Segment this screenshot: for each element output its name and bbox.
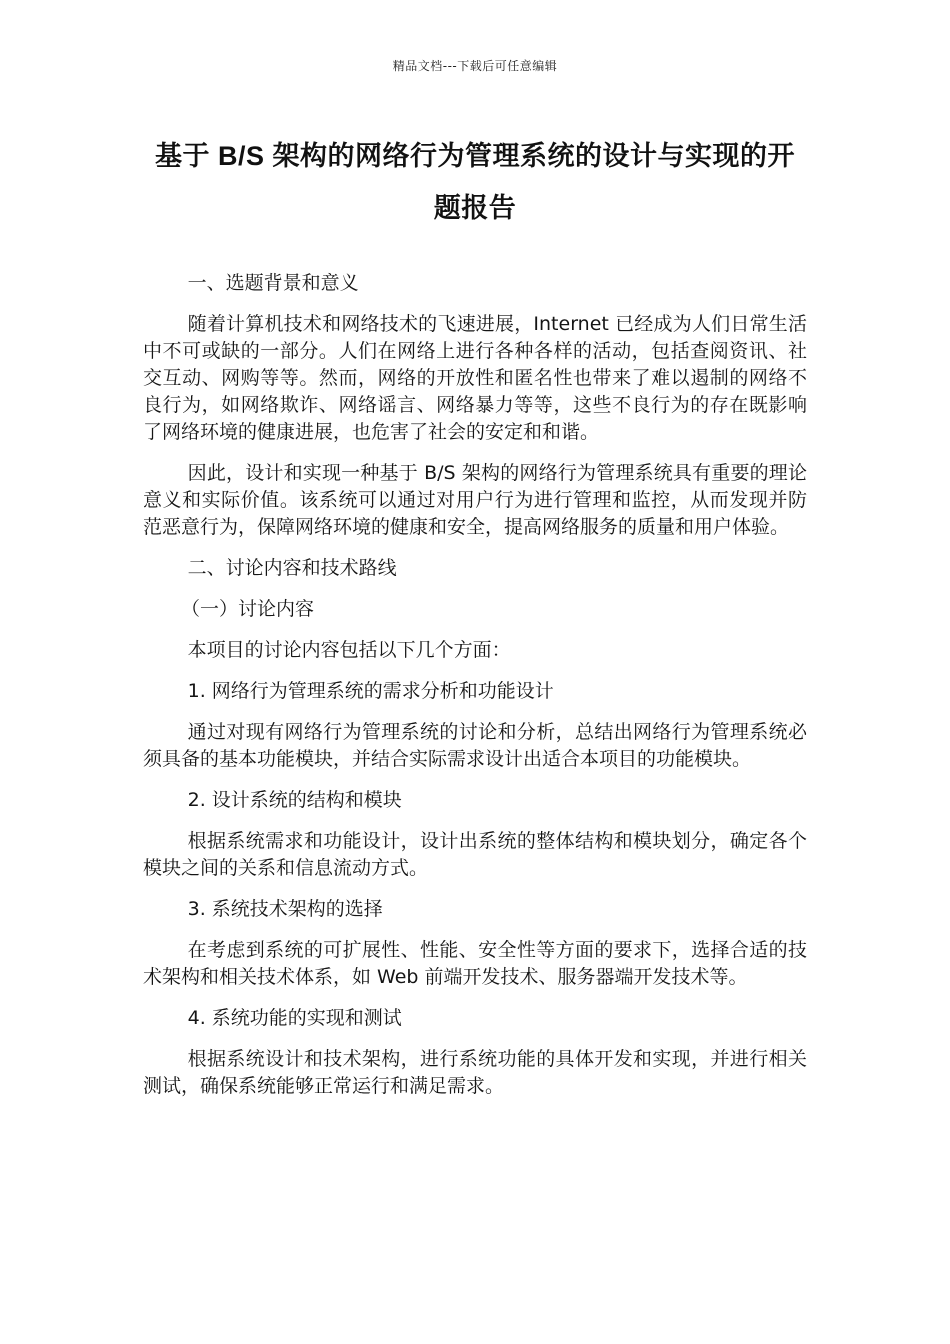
section-1-heading: 一、选题背景和意义 (187, 272, 359, 294)
item-2-text: 根据系统需求和功能设计，设计出系统的整体结构和模块划分，确定各个模块之间的关系和信息流动方式。 (143, 830, 807, 879)
item-1-text: 通过对现有网络行为管理系统的讨论和分析，总结出网络行为管理系统必须具备的基本功能模块，并结合实际需求设计出适合本项目的功能模块。 (143, 721, 807, 770)
item-1-title: 1. 网络行为管理系统的需求分析和功能设计 (187, 680, 554, 702)
item-4-title: 4. 系统功能的实现和测试 (187, 1007, 402, 1029)
section-2-subheading: （一）讨论内容 (181, 598, 315, 620)
item-3-text: 在考虑到系统的可扩展性、性能、安全性等方面的要求下，选择合适的技术架构和相关技术体系，如 Web 前端开发技术、服务器端开发技术等。 (143, 939, 807, 988)
section-1-paragraph-2: 因此，设计和实现一种基于 B/S 架构的网络行为管理系统具有重要的理论意义和实际价值。该系统可以通过对用户行为进行管理和监控，从而发现并防范恶意行为，保障网络环境的健康和安全，提高网络服务的质量和用户体验。 (143, 462, 807, 538)
item-3-title: 3. 系统技术架构的选择 (187, 898, 383, 920)
section-1-paragraph-1: 随着计算机技术和网络技术的飞速进展，Internet 已经成为人们日常生活中不可或缺的一部分。人们在网络上进行各种各样的活动，包括查阅资讯、社交互动、网购等等。然而，网络的开放性和匿名性也带来了难以遏制的网络不良行为，如网络欺诈、网络谣言、网络暴力等等，这些不良行为的存在既影响了网络环境的健康进展，也危害了社会的安定和和谐。 (143, 313, 807, 443)
section-2-intro: 本项目的讨论内容包括以下几个方面： (187, 639, 511, 661)
item-2-title: 2. 设计系统的结构和模块 (187, 789, 402, 811)
section-2-heading: 二、讨论内容和技术路线 (187, 557, 397, 579)
item-4-text: 根据系统设计和技术架构，进行系统功能的具体开发和实现，并进行相关测试，确保系统能够正常运行和满足需求。 (143, 1048, 807, 1097)
header-note: 精品文档---下载后可任意编辑 (392, 59, 558, 73)
document-body (143, 270, 807, 1114)
document-title: 基于 B/S 架构的网络行为管理系统的设计与实现的开题报告 (154, 141, 795, 223)
